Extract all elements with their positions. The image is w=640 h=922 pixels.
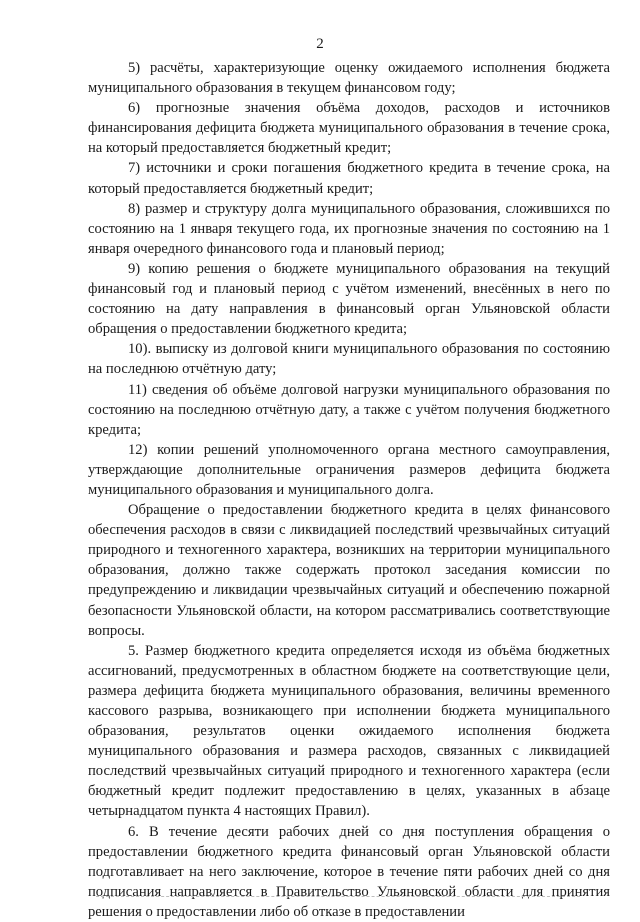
paragraph-item-8: 8) размер и структуру долга муниципального образования, сложившихся по состоянию на 1 января текущего года, их прогнозные значения по состоянию на 1 января очередного финансового года и плановый период; <box>88 200 610 257</box>
paragraph-section-5: 5. Размер бюджетного кредита определяется исходя из объёма бюджетных ассигнований, предусмотренных в областном бюджете на соответствующие цели, размера дефицита бюджета муниципального образования, величины временного кассового разрыва, возникающего при исполнении бюджета муниципального образования, результатов оценки ожидаемого исполнения бюджета муниципального образования и размера расходов, связанных с ликвидацией последствий чрезвычайных ситуаций природного и техногенного характера (если бюджетный кредит подлежит предоставлению в целях, указанных в абзаце четырнадцатом пункта 4 настоящих Правил). <box>88 642 610 820</box>
paragraph-item-10: 10). выписку из долговой книги муниципального образования по состоянию на последнюю отчётную дату; <box>88 341 610 378</box>
page-number: 2 <box>316 36 324 52</box>
paragraph-item-11: 11) сведения об объёме долговой нагрузки муниципального образования по состоянию на последнюю отчётную дату, а также с учётом получения бюджетного кредита; <box>88 381 610 438</box>
scan-bottom-edge <box>96 896 580 899</box>
paragraph-item-6: 6) прогнозные значения объёма доходов, расходов и источников финансирования дефицита бюджета муниципального образования в течение срока, на который предоставляется бюджетный кредит; <box>88 100 610 157</box>
paragraph-item-9: 9) копию решения о бюджете муниципального образования на текущий финансовый год и плановый период с учётом изменений, внесённых в него по состоянию на дату направления в финансовый орган Ульяновской области обращения о предоставлении бюджетного кредита; <box>88 260 610 338</box>
paragraph-item-7: 7) источники и сроки погашения бюджетного кредита в течение срока, на который предоставляется бюджетный кредит; <box>88 160 610 197</box>
paragraph-section-6: 6. В течение десяти рабочих дней со дня поступления обращения о предоставлении бюджетного кредита финансовый орган Ульяновской области подготавливает на него заключение, которое в течение пяти рабочих дней со дня подписания направляется в Правительство Ульяновской области для принятия решения о предоставлении либо об отказе в предоставлении <box>88 823 610 920</box>
paragraph-item-5: 5) расчёты, характеризующие оценку ожидаемого исполнения бюджета муниципального образования в текущем финансовом году; <box>88 60 610 97</box>
paragraph-item-12: 12) копии решений уполномоченного органа местного самоуправления, утверждающие дополнительные ограничения размеров дефицита бюджета муниципального образования и муниципального долга. <box>88 441 610 498</box>
document-body <box>88 58 610 922</box>
paragraph-emergency-request: Обращение о предоставлении бюджетного кредита в целях финансового обеспечения расходов в связи с ликвидацией последствий чрезвычайных ситуаций природного и техногенного характера, возникших на территории муниципального образования, должно также содержать протокол заседания комиссии по предупреждению и ликвидации чрезвычайных ситуаций и обеспечению пожарной безопасности Ульяновской области, на котором рассматривались соответствующие вопросы. <box>88 502 610 639</box>
